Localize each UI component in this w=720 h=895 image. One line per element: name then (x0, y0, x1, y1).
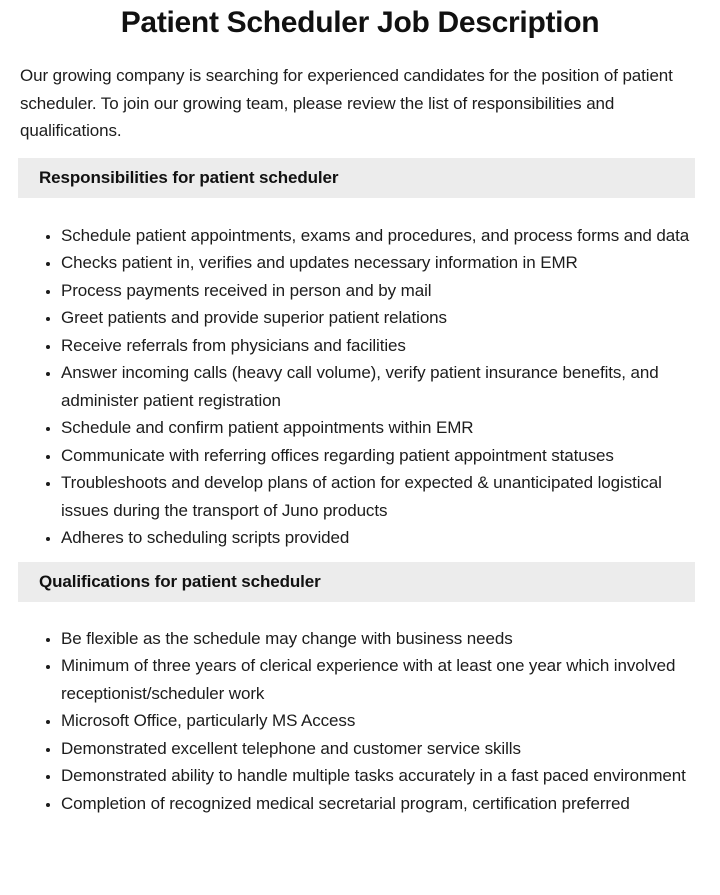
bullet-item: • Adheres to scheduling scripts provided (61, 524, 700, 552)
bullet-item: • Answer incoming calls (heavy call volume), verify patient insurance benefits, and administer patient registration (61, 359, 700, 414)
qualifications-list (0, 625, 700, 818)
bullet-item: • Communicate with referring offices regarding patient appointment statuses (61, 442, 700, 470)
intro-paragraph: Our growing company is searching for experienced candidates for the position of patient scheduler. To join our growing team, please review the list of responsibilities and qualifications. (20, 66, 673, 140)
bullet-item: • Receive referrals from physicians and facilities (61, 332, 700, 360)
bullet-item: • Minimum of three years of clerical experience with at least one year which involved receptionist/scheduler work (61, 652, 700, 707)
bullet-item: • Be flexible as the schedule may change with business needs (61, 625, 700, 653)
bullet-item: • Process payments received in person and by mail (61, 277, 700, 305)
bullet-item: • Completion of recognized medical secretarial program, certification preferred (61, 790, 700, 818)
bullet-item: • Demonstrated excellent telephone and customer service skills (61, 735, 700, 763)
bullet-item: • Greet patients and provide superior patient relations (61, 304, 700, 332)
responsibilities-list (0, 222, 700, 552)
bullet-item: • Schedule patient appointments, exams and procedures, and process forms and data (61, 222, 700, 250)
section-header-responsibilities (18, 158, 695, 198)
section-heading-label: Qualifications for patient scheduler (39, 571, 321, 591)
section-header-qualifications (18, 562, 695, 602)
bullet-item: • Microsoft Office, particularly MS Access (61, 707, 700, 735)
page-title: Patient Scheduler Job Description (120, 6, 600, 39)
bullet-item: • Demonstrated ability to handle multiple tasks accurately in a fast paced environment (61, 762, 700, 790)
bullet-item: • Checks patient in, verifies and updates necessary information in EMR (61, 249, 700, 277)
bullet-item: • Schedule and confirm patient appointments within EMR (61, 414, 700, 442)
bullet-item: • Troubleshoots and develop plans of action for expected & unanticipated logistical issues during the transport of Juno products (61, 469, 700, 524)
section-heading-label: Responsibilities for patient scheduler (39, 167, 339, 187)
